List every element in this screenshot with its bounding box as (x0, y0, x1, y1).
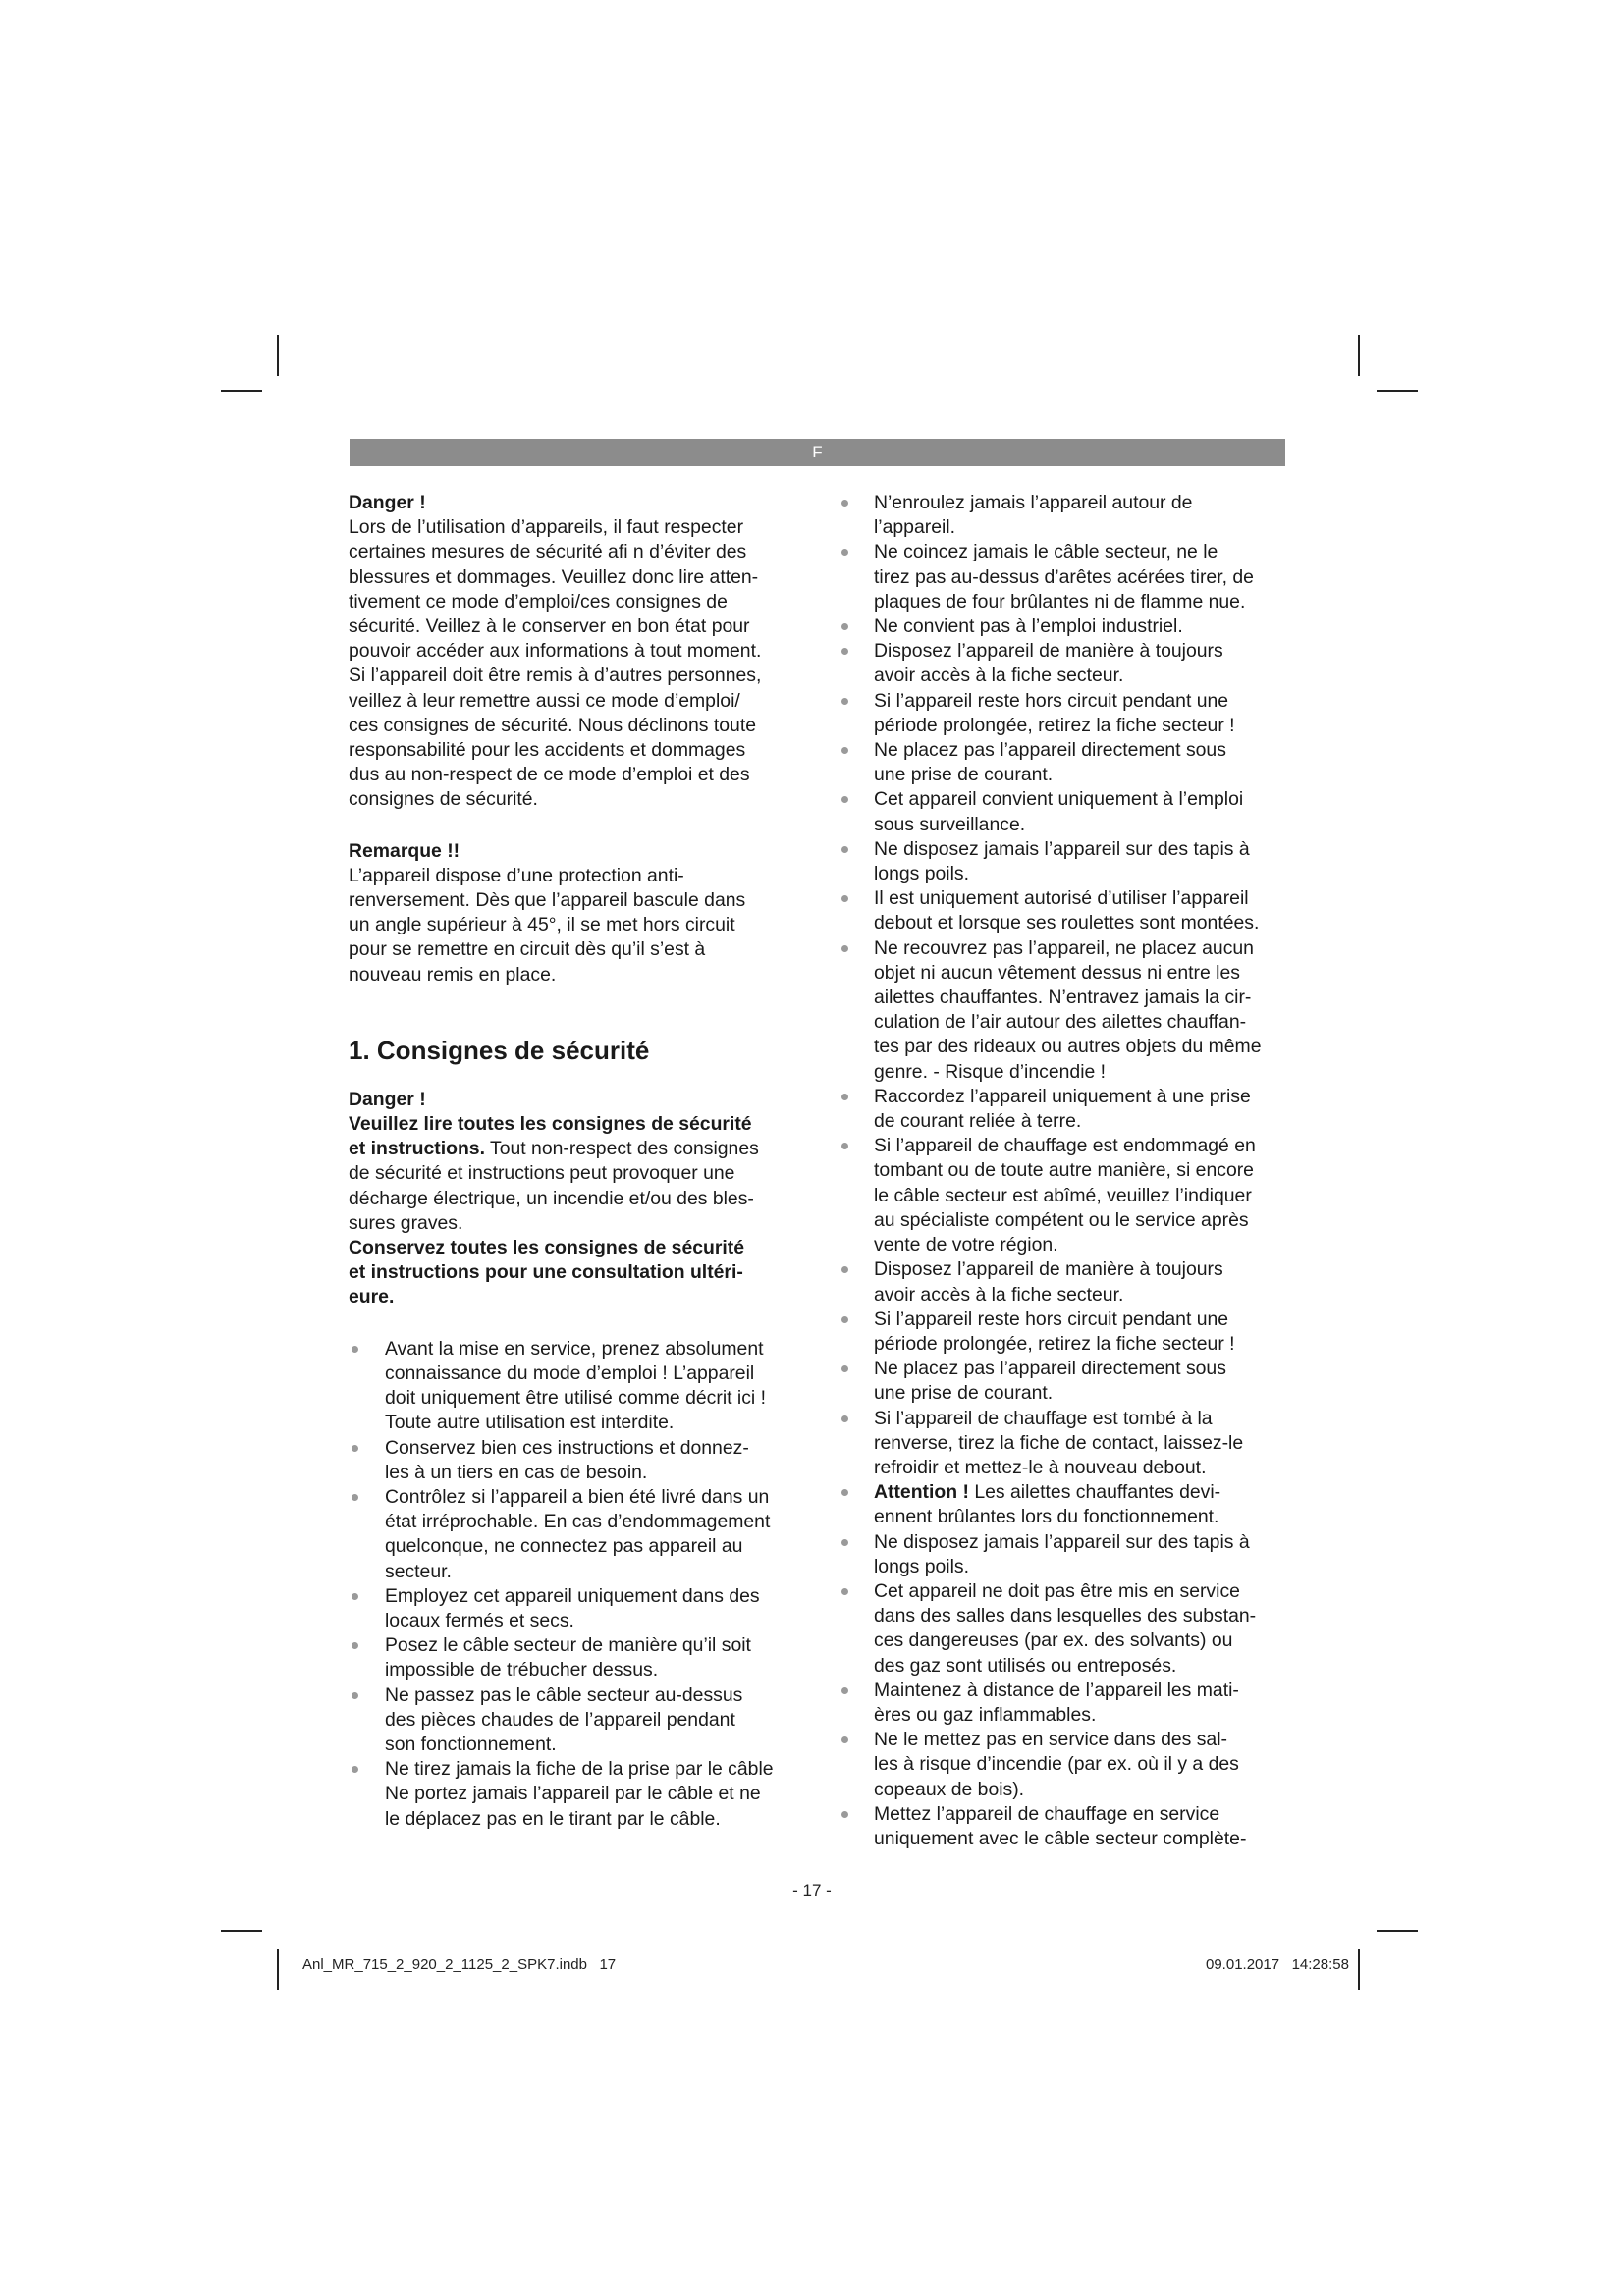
list-item: Ne convient pas à l’emploi industriel. (839, 614, 1290, 639)
list-item: Il est uniquement autorisé d’utiliser l’appareil debout et lorsque ses roulettes sont montées. (839, 886, 1290, 935)
list-item: Posez le câble secteur de manière qu’il soit impossible de trébucher dessus. (349, 1633, 802, 1682)
section-title: 1. Consignes de sécurité (349, 1035, 650, 1065)
remark-block (349, 839, 802, 988)
list-item: Disposez l’appareil de manière à toujours avoir accès à la fiche secteur. (839, 1257, 1290, 1307)
attention-item (839, 1480, 1290, 1529)
list-item: Ne disposez jamais l’appareil sur des tapis à longs poils. (839, 1530, 1290, 1579)
remark-text: L’appareil dispose d’une protection anti- renversement. Dès que l’appareil bascule dans un angle supérieur à 45°, il se met hors circuit pour se remettre en circuit dès qu’il s’est à nouveau remis en place. (349, 864, 746, 986)
remark-label: Remarque !! (349, 839, 460, 862)
language-header-bar (350, 439, 1285, 466)
list-item: Ne coincez jamais le câble secteur, ne le tirez pas au-dessus d’arêtes acérées tirer, de plaques de four brûlantes ni de flamme nue. (839, 540, 1290, 614)
list-item: Raccordez l’appareil uniquement à une prise de courant reliée à terre. (839, 1085, 1290, 1134)
list-item: Si l’appareil de chauffage est endommagé en tombant ou de toute autre manière, si encore le câble secteur est abîmé, veuillez l’indiquer au spécialiste compétent ou le service après vente de votre région. (839, 1134, 1290, 1257)
list-item: Mettez l’appareil de chauffage en service uniquement avec le câble secteur complète- (839, 1802, 1290, 1851)
list-item: Maintenez à distance de l’appareil les mati- ères ou gaz inflammables. (839, 1679, 1290, 1728)
list-item: Employez cet appareil uniquement dans des locaux fermés et secs. (349, 1584, 802, 1633)
safety-danger-block (349, 1088, 802, 1310)
list-item: Si l’appareil reste hors circuit pendant une période prolongée, retirez la fiche secteur ! (839, 689, 1290, 738)
intro-danger-block (349, 491, 802, 813)
attention-label: Attention ! (874, 1481, 969, 1504)
list-item: Ne placez pas l’appareil directement sous une prise de courant. (839, 1357, 1290, 1406)
intro-danger-text: Lors de l’utilisation d’appareils, il faut respecter certaines mesures de sécurité afi n d’éviter des blessures et dommages. Veuillez donc lire atten- tivement ce mode d’emploi/ces consignes de sécurité. Veillez à le conserver en bon état pour pouvoir accéder aux informations à tout moment. Si l’appareil doit être remis à d’autres personnes, veillez à leur remettre aussi ce mode d’emploi/ ces consignes de sécurité. Nous déclinons toute responsabilité pour les accidents et dommages dus au non-respect de ce mode d’emploi et des consignes de sécurité. (349, 516, 762, 811)
right-column (839, 491, 1290, 1851)
footer-file-name: Anl_MR_715_2_920_2_1125_2_SPK7.indb 17 (302, 1956, 617, 1973)
list-item: N’enroulez jamais l’appareil autour de l’appareil. (839, 491, 1290, 540)
safety-danger-paragraph (349, 1112, 802, 1236)
list-item: Si l’appareil reste hors circuit pendant une période prolongée, retirez la fiche secteur ! (839, 1308, 1290, 1357)
list-item: Ne disposez jamais l’appareil sur des tapis à longs poils. (839, 837, 1290, 886)
crop-mark (277, 335, 279, 376)
left-column (349, 491, 802, 1832)
list-item: Si l’appareil de chauffage est tombé à la renverse, tirez la fiche de contact, laissez-le refroidir et mettez-le à nouveau debout. (839, 1407, 1290, 1481)
intro-danger-label: Danger ! (349, 492, 426, 513)
list-item: Ne placez pas l’appareil directement sous une prise de courant. (839, 738, 1290, 787)
attention-text: Les ailettes chauffantes devi- ennent brûlantes lors du fonctionnement. (874, 1481, 1221, 1528)
list-item: Cet appareil ne doit pas être mis en service dans des salles dans lesquelles des substan- ces dangereuses (par ex. des solvants) ou des gaz sont utilisés ou entreposés. (839, 1579, 1290, 1679)
list-item: Ne recouvrez pas l’appareil, ne placez aucun objet ni aucun vêtement dessus ni entre les ailettes chauffantes. N’entravez jamais la cir- culation de l’air autour des ailettes chauffan- tes par des rideaux ou autres objets du même genre. - Risque d’incendie ! (839, 936, 1290, 1085)
safety-danger-text: Tout non-respect des consignes de sécurité et instructions peut provoquer une décharge électrique, un incendie et/ou des bles- sures graves. (349, 1138, 759, 1234)
list-item: Ne passez pas le câble secteur au-dessus des pièces chaudes de l’appareil pendant son fonctionnement. (349, 1683, 802, 1758)
language-letter: F (812, 443, 823, 461)
safety-bullet-list-left (349, 1337, 802, 1832)
list-item: Conservez bien ces instructions et donnez- les à un tiers en cas de besoin. (349, 1436, 802, 1485)
list-item: Ne le mettez pas en service dans des sal- les à risque d’incendie (par ex. où il y a des copeaux de bois). (839, 1728, 1290, 1802)
crop-mark (221, 390, 262, 392)
page-number: - 17 - (792, 1881, 832, 1899)
crop-mark (277, 1949, 279, 1990)
footer-datetime: 09.01.2017 14:28:58 (1206, 1956, 1349, 1973)
crop-mark (1358, 1949, 1360, 1990)
safety-danger-bold-intro: Veuillez lire toutes les consignes de sécurité et instructions. (349, 1113, 752, 1160)
list-item: Cet appareil convient uniquement à l’emploi sous surveillance. (839, 787, 1290, 836)
crop-mark (1377, 390, 1418, 392)
safety-danger-label: Danger ! (349, 1088, 426, 1110)
list-item: Disposez l’appareil de manière à toujours avoir accès à la fiche secteur. (839, 639, 1290, 688)
safety-keep-instructions: Conservez toutes les consignes de sécurité et instructions pour une consultation ultéri- eure. (349, 1237, 745, 1308)
list-item: Avant la mise en service, prenez absolument connaissance du mode d’emploi ! L’appareil doit uniquement être utilisé comme décrit ici ! Toute autre utilisation est interdite. (349, 1337, 802, 1436)
crop-mark (221, 1930, 262, 1932)
crop-mark (1377, 1930, 1418, 1932)
safety-bullet-list-right (839, 491, 1290, 1851)
crop-mark (1358, 335, 1360, 376)
list-item: Ne tirez jamais la fiche de la prise par le câble Ne portez jamais l’appareil par le câble et ne le déplacez pas en le tirant par le câble. (349, 1757, 802, 1832)
list-item: Contrôlez si l’appareil a bien été livré dans un état irréprochable. En cas d’endommagement quelconque, ne connectez pas appareil au secteur. (349, 1485, 802, 1584)
